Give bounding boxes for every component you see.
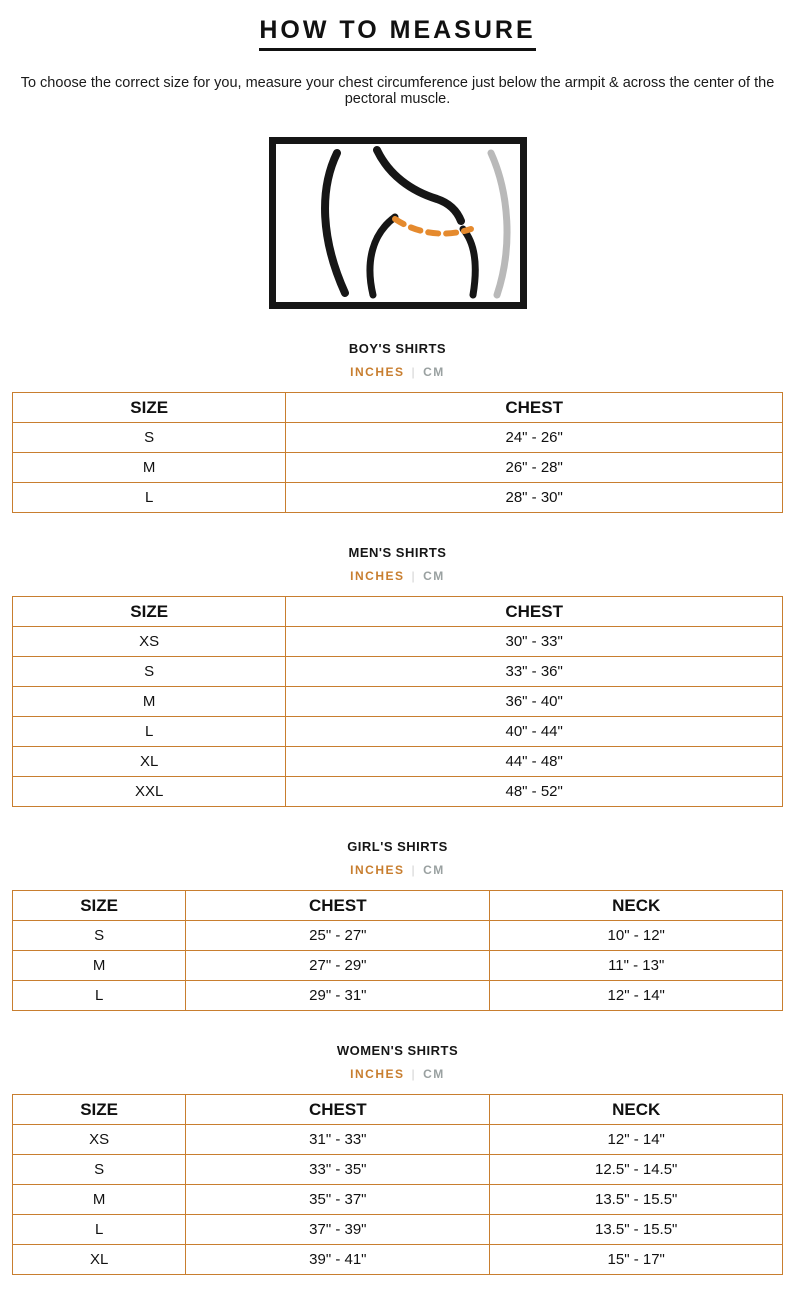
measurement-cell: 24" - 26" xyxy=(286,423,783,453)
unit-cm-link[interactable]: CM xyxy=(423,569,445,583)
size-cell: L xyxy=(13,717,286,747)
unit-toggle xyxy=(0,569,795,583)
garment-right-edge xyxy=(463,229,475,295)
column-header: NECK xyxy=(490,891,783,921)
table-row xyxy=(13,627,783,657)
size-chart-section-boys xyxy=(0,341,795,513)
title-wrap xyxy=(0,16,795,51)
size-chart-section-mens xyxy=(0,545,795,807)
size-cell: S xyxy=(13,423,286,453)
unit-inches-link[interactable]: INCHES xyxy=(350,1067,405,1081)
size-chart-section-womens xyxy=(0,1043,795,1275)
size-table xyxy=(12,890,783,1011)
measurement-cell: 35" - 37" xyxy=(186,1185,490,1215)
size-table xyxy=(12,392,783,513)
table-row xyxy=(13,1245,783,1275)
size-cell: S xyxy=(13,921,186,951)
table-row xyxy=(13,1125,783,1155)
measurement-cell: 33" - 36" xyxy=(286,657,783,687)
measurement-cell: 13.5" - 15.5" xyxy=(490,1185,783,1215)
unit-inches-link[interactable]: INCHES xyxy=(350,365,405,379)
measure-illustration xyxy=(269,137,527,309)
header-row xyxy=(13,597,783,627)
size-table xyxy=(12,1094,783,1275)
measurement-cell: 31" - 33" xyxy=(186,1125,490,1155)
table-row xyxy=(13,1215,783,1245)
measurement-cell: 39" - 41" xyxy=(186,1245,490,1275)
size-cell: XL xyxy=(13,747,286,777)
measurement-cell: 29" - 31" xyxy=(186,981,490,1011)
column-header: SIZE xyxy=(13,891,186,921)
size-cell: L xyxy=(13,1215,186,1245)
unit-separator: | xyxy=(411,863,417,877)
measurement-cell: 26" - 28" xyxy=(286,453,783,483)
header-row xyxy=(13,1095,783,1125)
table-row xyxy=(13,981,783,1011)
garment-left-edge xyxy=(369,217,394,295)
column-header: SIZE xyxy=(13,1095,186,1125)
measurement-cell: 36" - 40" xyxy=(286,687,783,717)
measurement-cell: 10" - 12" xyxy=(490,921,783,951)
table-row xyxy=(13,687,783,717)
measurement-cell: 40" - 44" xyxy=(286,717,783,747)
column-header: CHEST xyxy=(286,597,783,627)
measurement-cell: 44" - 48" xyxy=(286,747,783,777)
page-title: HOW TO MEASURE xyxy=(259,16,535,51)
table-row xyxy=(13,777,783,807)
table-row xyxy=(13,717,783,747)
measurement-cell: 27" - 29" xyxy=(186,951,490,981)
chart-heading: GIRL'S SHIRTS xyxy=(347,839,448,854)
measure-diagram-svg xyxy=(277,145,519,301)
measurement-cell: 48" - 52" xyxy=(286,777,783,807)
chart-heading: BOY'S SHIRTS xyxy=(348,341,447,356)
size-cell: M xyxy=(13,1185,186,1215)
size-cell: S xyxy=(13,1155,186,1185)
arm-outline xyxy=(491,153,507,295)
table-row xyxy=(13,1185,783,1215)
measurement-cell: 12" - 14" xyxy=(490,1125,783,1155)
size-cell: M xyxy=(13,687,286,717)
measurement-cell: 28" - 30" xyxy=(286,483,783,513)
column-header: NECK xyxy=(490,1095,783,1125)
chart-heading: WOMEN'S SHIRTS xyxy=(336,1043,459,1058)
unit-separator: | xyxy=(411,1067,417,1081)
size-cell: XS xyxy=(13,1125,186,1155)
intro-text: To choose the correct size for you, measure your chest circumference just below the armpit & across the center of the pectoral muscle. xyxy=(20,75,775,107)
measurement-cell: 33" - 35" xyxy=(186,1155,490,1185)
table-row xyxy=(13,1155,783,1185)
table-row xyxy=(13,453,783,483)
column-header: CHEST xyxy=(186,891,490,921)
table-row xyxy=(13,921,783,951)
unit-cm-link[interactable]: CM xyxy=(423,1067,445,1081)
unit-toggle xyxy=(0,863,795,877)
unit-inches-link[interactable]: INCHES xyxy=(350,569,405,583)
column-header: SIZE xyxy=(13,597,286,627)
size-cell: M xyxy=(13,453,286,483)
header-row xyxy=(13,891,783,921)
unit-toggle xyxy=(0,1067,795,1081)
column-header: CHEST xyxy=(286,393,783,423)
measurement-cell: 30" - 33" xyxy=(286,627,783,657)
table-row xyxy=(13,423,783,453)
size-cell: XXL xyxy=(13,777,286,807)
torso-outline xyxy=(325,153,345,293)
measurement-cell: 25" - 27" xyxy=(186,921,490,951)
table-row xyxy=(13,657,783,687)
size-cell: L xyxy=(13,483,286,513)
unit-toggle xyxy=(0,365,795,379)
unit-cm-link[interactable]: CM xyxy=(423,365,445,379)
table-row xyxy=(13,951,783,981)
measurement-cell: 13.5" - 15.5" xyxy=(490,1215,783,1245)
size-cell: M xyxy=(13,951,186,981)
header-row xyxy=(13,393,783,423)
unit-inches-link[interactable]: INCHES xyxy=(350,863,405,877)
measurement-cell: 12.5" - 14.5" xyxy=(490,1155,783,1185)
measurement-cell: 12" - 14" xyxy=(490,981,783,1011)
unit-separator: | xyxy=(411,365,417,379)
shoulder-outline xyxy=(377,150,461,221)
unit-cm-link[interactable]: CM xyxy=(423,863,445,877)
size-cell: XL xyxy=(13,1245,186,1275)
size-table xyxy=(12,596,783,807)
column-header: CHEST xyxy=(186,1095,490,1125)
table-row xyxy=(13,747,783,777)
size-chart-section-girls xyxy=(0,839,795,1011)
size-cell: L xyxy=(13,981,186,1011)
measurement-cell: 37" - 39" xyxy=(186,1215,490,1245)
chart-heading: MEN'S SHIRTS xyxy=(348,545,447,560)
table-row xyxy=(13,483,783,513)
size-cell: XS xyxy=(13,627,286,657)
measurement-cell: 15" - 17" xyxy=(490,1245,783,1275)
measurement-cell: 11" - 13" xyxy=(490,951,783,981)
column-header: SIZE xyxy=(13,393,286,423)
unit-separator: | xyxy=(411,569,417,583)
size-cell: S xyxy=(13,657,286,687)
